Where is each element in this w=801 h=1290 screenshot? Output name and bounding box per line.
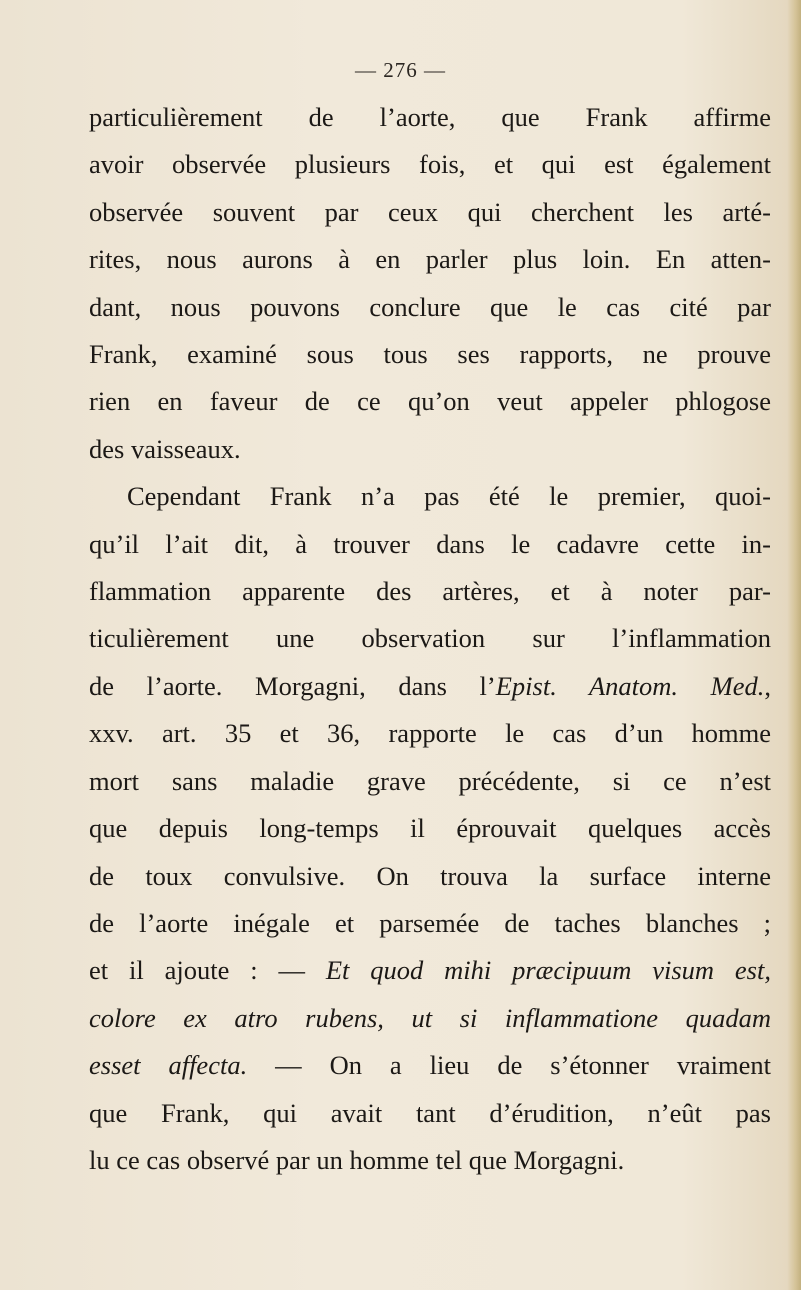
text-line	[89, 1042, 771, 1089]
text-line: lu ce cas observé par un homme tel que Morgagni.	[89, 1144, 625, 1175]
page-edge-stain	[787, 0, 801, 1290]
text-line: dant, nous pouvons conclure que le cas cité par	[89, 291, 771, 322]
text-segment: ,	[764, 670, 771, 701]
text-line: que depuis long-temps il éprouvait quelques accès	[89, 813, 771, 844]
body-text	[89, 94, 771, 1184]
latin-quote: Et quod mihi præcipuum visum est,	[325, 955, 771, 986]
text-line: rien en faveur de ce qu’on veut appeler phlogose	[89, 386, 771, 417]
text-line: que Frank, qui avait tant d’érudition, n’eût pas	[89, 1097, 771, 1128]
text-line: mort sans maladie grave précédente, si ce n’est	[89, 765, 771, 796]
latin-quote: colore ex atro rubens, ut si inflammatione quadam	[89, 1002, 771, 1033]
latin-quote: esset affecta.	[89, 1050, 248, 1081]
text-line: flammation apparente des artères, et à noter par-	[89, 576, 771, 607]
text-line: Frank, examiné sous tous ses rapports, ne prouve	[89, 339, 771, 370]
text-segment: et il ajoute : —	[89, 955, 326, 986]
page-number: — 276 —	[355, 58, 446, 82]
text-line: de l’aorte inégale et parsemée de taches blanches ;	[89, 907, 771, 938]
text-line	[89, 663, 771, 710]
text-line	[89, 995, 771, 1042]
latin-citation: Epist. Anatom. Med.	[495, 670, 765, 701]
text-line: des vaisseaux.	[89, 433, 241, 464]
text-line: observée souvent par ceux qui cherchent les arté-	[89, 196, 771, 227]
text-line: de toux convulsive. On trouva la surface interne	[89, 860, 771, 891]
text-segment: de l’aorte. Morgagni, dans l’	[89, 670, 496, 701]
text-line: avoir observée plusieurs fois, et qui est également	[89, 149, 771, 180]
text-line: ticulièrement une observation sur l’inflammation	[89, 623, 771, 654]
text-line: xxv. art. 35 et 36, rapporte le cas d’un homme	[89, 718, 771, 749]
text-segment: — On a lieu de s’étonner vraiment	[247, 1050, 772, 1081]
text-line	[89, 947, 771, 994]
text-line: qu’il l’ait dit, à trouver dans le cadavre cette in-	[89, 528, 771, 559]
text-line: rites, nous aurons à en parler plus loin. En atten-	[89, 244, 771, 275]
text-line: particulièrement de l’aorte, que Frank affirme	[89, 102, 771, 132]
text-line: Cependant Frank n’a pas été le premier, quoi-	[127, 481, 771, 512]
